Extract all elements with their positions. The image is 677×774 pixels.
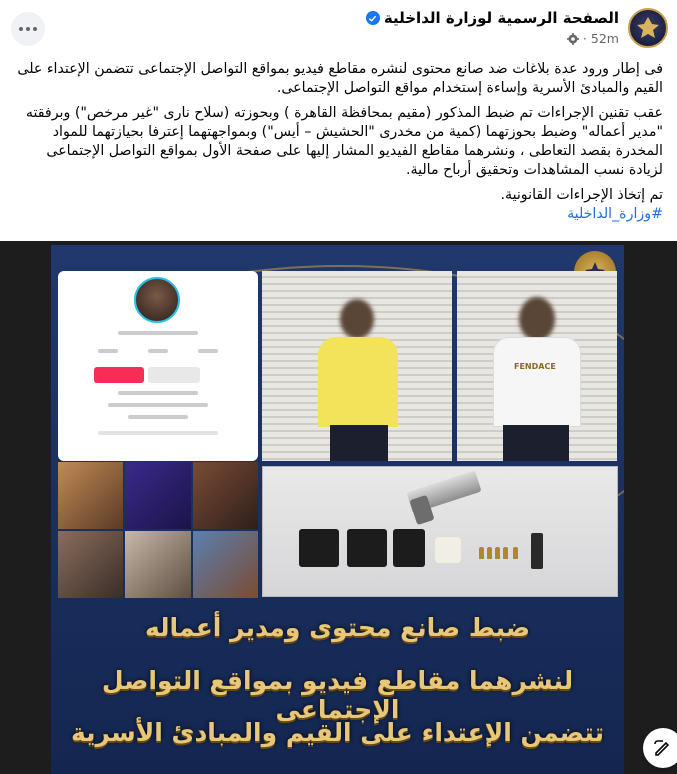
video-thumbnail [125,462,190,529]
verified-badge-icon [366,11,380,25]
bullet-graphic [513,547,518,559]
compose-message-button[interactable] [643,728,677,768]
blurred-face [519,297,555,341]
hashtag-link[interactable]: #وزارة_الداخلية [567,206,663,222]
bullet-graphic [479,547,484,559]
video-thumbnails-grid [58,462,258,598]
caption-line-1: ضبط صانع محتوى ومدير أعماله [145,613,530,642]
caption-line-3: تتضمن الإعتداء على القيم والمبادئ الأسرية [70,718,605,747]
suspect-photo-1 [262,271,452,461]
ministry-emblem-icon [635,15,661,41]
phone-graphic [299,529,339,567]
page-avatar[interactable] [628,8,668,48]
video-thumbnail [125,531,190,598]
globe-gear-icon[interactable] [567,33,579,45]
blurred-face [340,299,374,339]
post-meta [567,31,619,46]
shirt-print: FENDACE [514,362,556,371]
bullet-graphic [495,547,500,559]
magazine-graphic [531,533,543,569]
video-thumbnail [193,531,258,598]
ellipsis-icon [19,27,23,31]
phone-graphic [347,529,387,567]
social-profile-screenshot [58,271,258,461]
video-thumbnail [193,462,258,529]
post-body [13,60,663,230]
bullet-graphic [503,547,508,559]
profile-avatar [134,277,180,323]
meta-separator: · [582,31,587,46]
more-options-button[interactable] [11,12,45,46]
post-paragraph: فى إطار ورود عدة بلاغات ضد صانع محتوى لنشره مقاطع فيديو بمواقع التواصل الإجتماعى تتضمن الإعتداء على القيم والمبادئ الأسرية وإساءة إستخدام مواقع التواصل الإجتماعى. [17,61,663,96]
video-thumbnail [58,531,123,598]
post-paragraph: عقب تقنين الإجراءات تم ضبط المذكور (مقيم بمحافظة القاهرة ) وبحوزته (سلاح نارى "غير مرخص") وبرفقته "مدير أعماله" وضبط بحوزتهما (كمية من مخدرى "الحشيش – أيس") وبمواجهتهما إعترفا بحيازتهما للمواد المخدرة بقصد التعاطى ، ونشرهما مقاطع الفيديو المشار إليها على صفحة الأول بمواقع التواصل الإجتماعى لزيادة نسب المشاهدات وتحقيق أرباح مالية. [25,105,663,178]
drug-bag-graphic [435,537,461,563]
caption-line-2: لنشرهما مقاطع فيديو بمواقع التواصل الإجتماعى [101,666,574,724]
bullet-graphic [487,547,492,559]
post-header [0,0,677,56]
suspect-photo-2 [457,271,617,461]
follow-button-graphic [94,367,144,383]
news-poster [51,245,624,774]
post-time[interactable]: 52m [590,31,619,46]
page-name-row [366,9,619,27]
edit-icon [653,738,673,758]
seized-items-photo [262,466,618,597]
phone-graphic [393,529,425,567]
video-thumbnail [58,462,123,529]
post-image[interactable] [0,241,677,774]
post-paragraph: تم إتخاذ الإجراءات القانونية. [500,187,663,203]
page-name-link[interactable]: الصفحة الرسمية لوزارة الداخلية [383,9,619,27]
message-button-graphic [148,367,200,383]
